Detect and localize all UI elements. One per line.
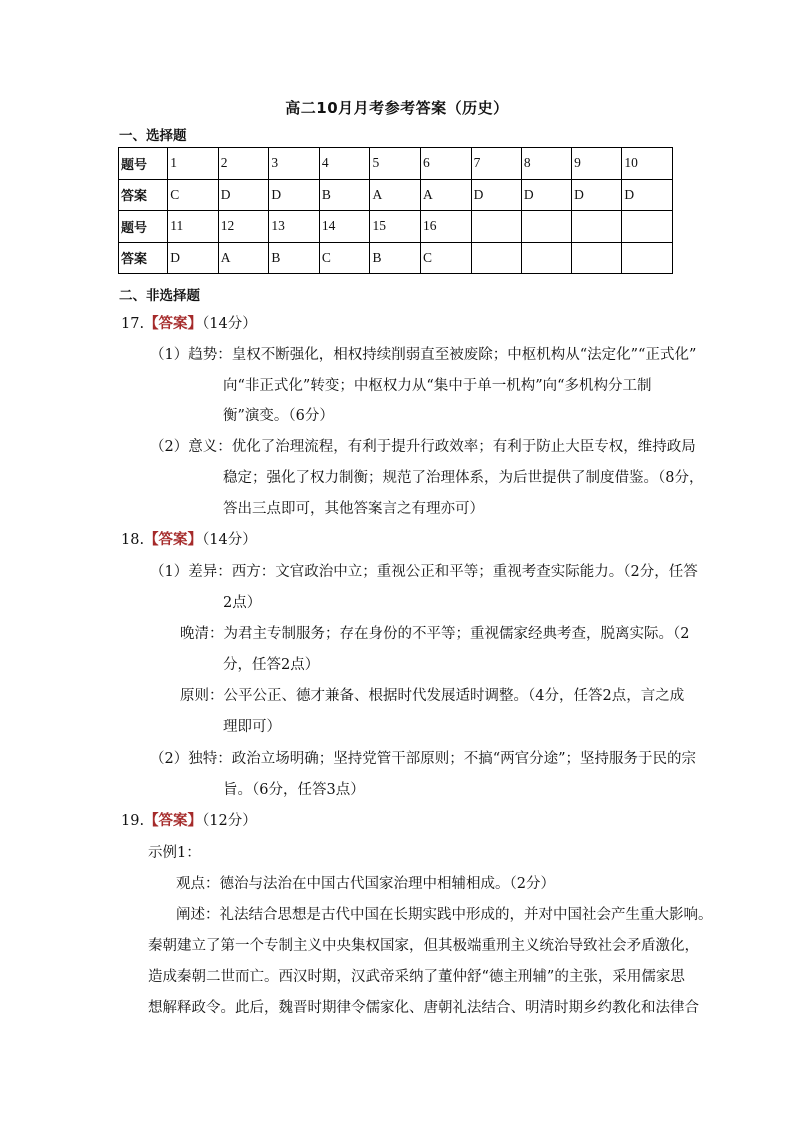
table-cell: C bbox=[319, 242, 370, 274]
q18-line: 理即可） bbox=[223, 719, 281, 735]
table-cell: 11 bbox=[168, 211, 219, 243]
q19-line: 阐述：礼法结合思想是古代中国在长期实践中形成的，并对中国社会产生重大影响。 bbox=[176, 907, 713, 923]
section-heading-non-choice: 二、非选择题 bbox=[119, 288, 200, 304]
table-cell: 14 bbox=[319, 211, 370, 243]
q17-line: 衡”演变。（6分） bbox=[223, 408, 334, 424]
score: （14分） bbox=[202, 316, 257, 332]
table-cell: D bbox=[521, 179, 571, 211]
question-number: 17. bbox=[121, 316, 145, 332]
q17-line: 稳定；强化了权力制衡；规范了治理体系，为后世提供了制度借鉴。（8分， bbox=[223, 470, 704, 486]
q19-line: 秦朝建立了第一个专制主义中央集权国家，但其极端重刑主义统治导致社会矛盾激化， bbox=[148, 938, 699, 954]
score: （12分） bbox=[202, 813, 257, 829]
answer-tag: 【答案】 bbox=[144, 813, 203, 829]
table-cell: 2 bbox=[218, 148, 269, 180]
q17-line: 答出三点即可，其他答案言之有理亦可） bbox=[223, 501, 484, 517]
table-row bbox=[119, 211, 673, 243]
q17-line: 向“非正式化”转变；中枢权力从“集中于单一机构”向“多机构分工制 bbox=[223, 378, 652, 394]
table-cell bbox=[572, 211, 622, 243]
q18-line: （1）差异：西方：文官政治中立；重视公正和平等；重视考查实际能力。（2分，任答 bbox=[150, 564, 698, 580]
table-cell: A bbox=[421, 179, 472, 211]
table-cell: B bbox=[319, 179, 370, 211]
q19-line: 造成秦朝二世而亡。西汉时期，汉武帝采纳了董仲舒“德主刑辅”的主张，采用儒家思 bbox=[148, 969, 685, 985]
q19-line: 示例1： bbox=[148, 845, 201, 861]
table-row bbox=[119, 148, 673, 180]
question-number: 18. bbox=[121, 532, 145, 548]
table-cell: C bbox=[421, 242, 472, 274]
row-header: 答案 bbox=[119, 242, 168, 274]
section-heading-multiple-choice: 一、选择题 bbox=[119, 128, 187, 144]
table-cell: 8 bbox=[521, 148, 571, 180]
table-cell: 10 bbox=[622, 148, 673, 180]
answer-tag: 【答案】 bbox=[144, 532, 203, 548]
q17-line: （1）趋势：皇权不断强化，相权持续削弱直至被废除；中枢机构从“法定化”“正式化” bbox=[150, 347, 697, 363]
q19-line: 想解释政令。此后，魏晋时期律令儒家化、唐朝礼法结合、明清时期乡约教化和法律合 bbox=[148, 1000, 699, 1016]
table-cell: 3 bbox=[269, 148, 320, 180]
table-cell: D bbox=[572, 179, 622, 211]
table-cell bbox=[521, 211, 571, 243]
table-cell: 7 bbox=[471, 148, 521, 180]
q18-heading bbox=[121, 530, 257, 550]
table-cell: D bbox=[269, 179, 320, 211]
answer-tag: 【答案】 bbox=[144, 316, 203, 332]
table-cell bbox=[622, 211, 673, 243]
table-cell: B bbox=[370, 242, 421, 274]
table-cell bbox=[622, 242, 673, 274]
table-cell bbox=[471, 242, 521, 274]
q18-line: （2）独特：政治立场明确；坚持党管干部原则；不搞“两官分途”；坚持服务于民的宗 bbox=[150, 751, 697, 767]
table-cell bbox=[572, 242, 622, 274]
question-number: 19. bbox=[121, 813, 145, 829]
table-cell: B bbox=[269, 242, 320, 274]
table-cell: C bbox=[168, 179, 219, 211]
table-cell: 9 bbox=[572, 148, 622, 180]
table-cell: A bbox=[370, 179, 421, 211]
table-cell: 16 bbox=[421, 211, 472, 243]
table-cell: D bbox=[218, 179, 269, 211]
q17-line: （2）意义：优化了治理流程，有利于提升行政效率；有利于防止大臣专权，维持政局 bbox=[150, 439, 696, 455]
q18-line: 分，任答2点） bbox=[223, 657, 320, 673]
table-cell: D bbox=[471, 179, 521, 211]
page-title: 高二10月月考参考答案（历史） bbox=[285, 99, 509, 117]
q18-line: 晚清：为君主专制服务；存在身份的不平等；重视儒家经典考查，脱离实际。（2 bbox=[180, 626, 690, 642]
score: （14分） bbox=[202, 532, 257, 548]
table-cell: 13 bbox=[269, 211, 320, 243]
q18-line: 旨。（6分，任答3点） bbox=[223, 782, 365, 798]
table-cell bbox=[471, 211, 521, 243]
table-cell: 15 bbox=[370, 211, 421, 243]
table-cell: A bbox=[218, 242, 269, 274]
table-cell: 12 bbox=[218, 211, 269, 243]
table-cell bbox=[521, 242, 571, 274]
answer-table bbox=[118, 147, 673, 274]
q19-heading bbox=[121, 811, 257, 831]
q19-line: 观点：德治与法治在中国古代国家治理中相辅相成。（2分） bbox=[176, 876, 555, 892]
q18-line: 原则：公平公正、德才兼备、根据时代发展适时调整。（4分，任答2点，言之成 bbox=[180, 688, 685, 704]
row-header: 题号 bbox=[119, 148, 168, 180]
row-header: 答案 bbox=[119, 179, 168, 211]
table-cell: 5 bbox=[370, 148, 421, 180]
row-header: 题号 bbox=[119, 211, 168, 243]
table-cell: 4 bbox=[319, 148, 370, 180]
table-cell: D bbox=[168, 242, 219, 274]
table-cell: 6 bbox=[421, 148, 472, 180]
q18-line: 2点） bbox=[223, 595, 262, 611]
table-cell: 1 bbox=[168, 148, 219, 180]
table-row bbox=[119, 179, 673, 211]
table-row bbox=[119, 242, 673, 274]
table-cell: D bbox=[622, 179, 673, 211]
q17-heading bbox=[121, 314, 257, 334]
